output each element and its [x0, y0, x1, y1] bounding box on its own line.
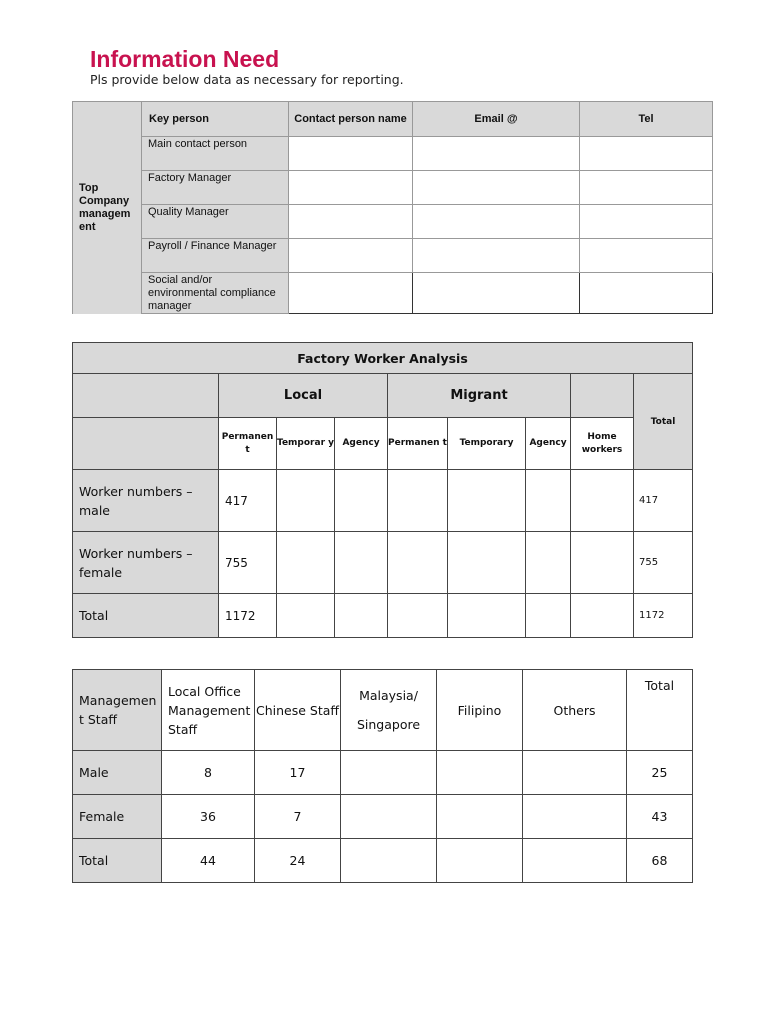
value-female-local: 36 — [162, 795, 255, 839]
subheader-local-temporary: Temporar y — [277, 418, 335, 470]
group-header-local: Local — [219, 374, 388, 418]
value-male-chinese: 17 — [255, 751, 341, 795]
empty-cell[interactable] — [571, 470, 634, 532]
column-header-local-office: Local Office Management Staff — [162, 670, 255, 751]
row-label-female: Female — [73, 795, 162, 839]
management-staff-table — [72, 669, 693, 883]
value-male-total: 417 — [634, 470, 693, 532]
contact-name-cell[interactable] — [289, 239, 413, 273]
column-header-key-person: Key person — [142, 102, 289, 137]
empty-cell[interactable] — [523, 795, 627, 839]
value-male-local: 8 — [162, 751, 255, 795]
tel-cell[interactable] — [580, 273, 713, 314]
role-payroll-finance-manager: Payroll / Finance Manager — [142, 239, 289, 273]
contact-name-cell[interactable] — [289, 171, 413, 205]
page-title: Information Need — [90, 46, 280, 72]
row-label-total: Total — [73, 594, 219, 638]
email-cell[interactable] — [413, 273, 580, 314]
empty-cell[interactable] — [341, 795, 437, 839]
worker-table-caption: Factory Worker Analysis — [73, 343, 693, 374]
column-header-others: Others — [523, 670, 627, 751]
empty-cell[interactable] — [341, 751, 437, 795]
email-cell[interactable] — [413, 171, 580, 205]
empty-cell[interactable] — [388, 594, 448, 638]
role-compliance-manager: Social and/or environmental compliance manager — [142, 273, 289, 314]
empty-cell[interactable] — [523, 839, 627, 883]
empty-cell[interactable] — [277, 470, 335, 532]
value-female-total: 755 — [634, 532, 693, 594]
empty-cell[interactable] — [448, 470, 526, 532]
value-total-chinese: 24 — [255, 839, 341, 883]
value-male-permanent: 417 — [219, 470, 277, 532]
column-header-filipino: Filipino — [437, 670, 523, 751]
header-blank-cell — [571, 374, 634, 418]
empty-cell[interactable] — [388, 532, 448, 594]
column-header-malaysia-singapore — [341, 670, 437, 751]
value-female-total: 43 — [627, 795, 693, 839]
column-header-tel: Tel — [580, 102, 713, 137]
row-label-total: Total — [73, 839, 162, 883]
page-subtitle: Pls provide below data as necessary for reporting. — [90, 72, 404, 87]
row-label-female: Worker numbers – female — [73, 532, 219, 594]
empty-cell[interactable] — [526, 594, 571, 638]
empty-cell[interactable] — [571, 532, 634, 594]
subheader-migrant-agency: Agency — [526, 418, 571, 470]
role-quality-manager: Quality Manager — [142, 205, 289, 239]
empty-cell[interactable] — [335, 532, 388, 594]
column-header-contact-name: Contact person name — [289, 102, 413, 137]
column-header-total: Total — [634, 374, 693, 470]
email-cell[interactable] — [413, 205, 580, 239]
header-blank-cell — [73, 374, 219, 418]
empty-cell[interactable] — [437, 751, 523, 795]
subheader-local-permanent: Permanen t — [219, 418, 277, 470]
factory-worker-table — [72, 342, 693, 638]
empty-cell[interactable] — [341, 839, 437, 883]
contact-name-cell[interactable] — [289, 205, 413, 239]
empty-cell[interactable] — [277, 594, 335, 638]
side-label-top-management: Top Company managem ent — [73, 102, 142, 314]
empty-cell[interactable] — [437, 795, 523, 839]
value-male-total: 25 — [627, 751, 693, 795]
column-header-chinese: Chinese Staff — [255, 670, 341, 751]
empty-cell[interactable] — [523, 751, 627, 795]
empty-cell[interactable] — [335, 594, 388, 638]
subheader-migrant-permanent: Permanen t — [388, 418, 448, 470]
tel-cell[interactable] — [580, 239, 713, 273]
contact-name-cell[interactable] — [289, 137, 413, 171]
column-header-total: Total — [627, 670, 693, 751]
column-header-email: Email @ — [413, 102, 580, 137]
contacts-table — [72, 101, 713, 314]
tel-cell[interactable] — [580, 171, 713, 205]
subheader-migrant-temporary: Temporary — [448, 418, 526, 470]
empty-cell[interactable] — [388, 470, 448, 532]
row-label-male: Male — [73, 751, 162, 795]
row-label-male: Worker numbers – male — [73, 470, 219, 532]
column-header-management-staff: Managemen t Staff — [73, 670, 162, 751]
empty-cell[interactable] — [448, 594, 526, 638]
empty-cell[interactable] — [277, 532, 335, 594]
email-cell[interactable] — [413, 137, 580, 171]
empty-cell[interactable] — [437, 839, 523, 883]
value-total-total: 68 — [627, 839, 693, 883]
contact-name-cell[interactable] — [289, 273, 413, 314]
empty-cell[interactable] — [571, 594, 634, 638]
empty-cell[interactable] — [526, 470, 571, 532]
tel-cell[interactable] — [580, 205, 713, 239]
role-factory-manager: Factory Manager — [142, 171, 289, 205]
value-total-local: 44 — [162, 839, 255, 883]
role-main-contact: Main contact person — [142, 137, 289, 171]
empty-cell[interactable] — [526, 532, 571, 594]
value-total-total: 1172 — [634, 594, 693, 638]
header-blank-cell — [73, 418, 219, 470]
empty-cell[interactable] — [448, 532, 526, 594]
singapore-label: Singapore — [356, 717, 421, 732]
value-female-chinese: 7 — [255, 795, 341, 839]
empty-cell[interactable] — [335, 470, 388, 532]
value-total-permanent: 1172 — [219, 594, 277, 638]
tel-cell[interactable] — [580, 137, 713, 171]
group-header-migrant: Migrant — [388, 374, 571, 418]
subheader-local-agency: Agency — [335, 418, 388, 470]
email-cell[interactable] — [413, 239, 580, 273]
malaysia-label: Malaysia/ — [359, 688, 418, 703]
value-female-permanent: 755 — [219, 532, 277, 594]
subheader-home-workers: Home workers — [571, 418, 634, 470]
